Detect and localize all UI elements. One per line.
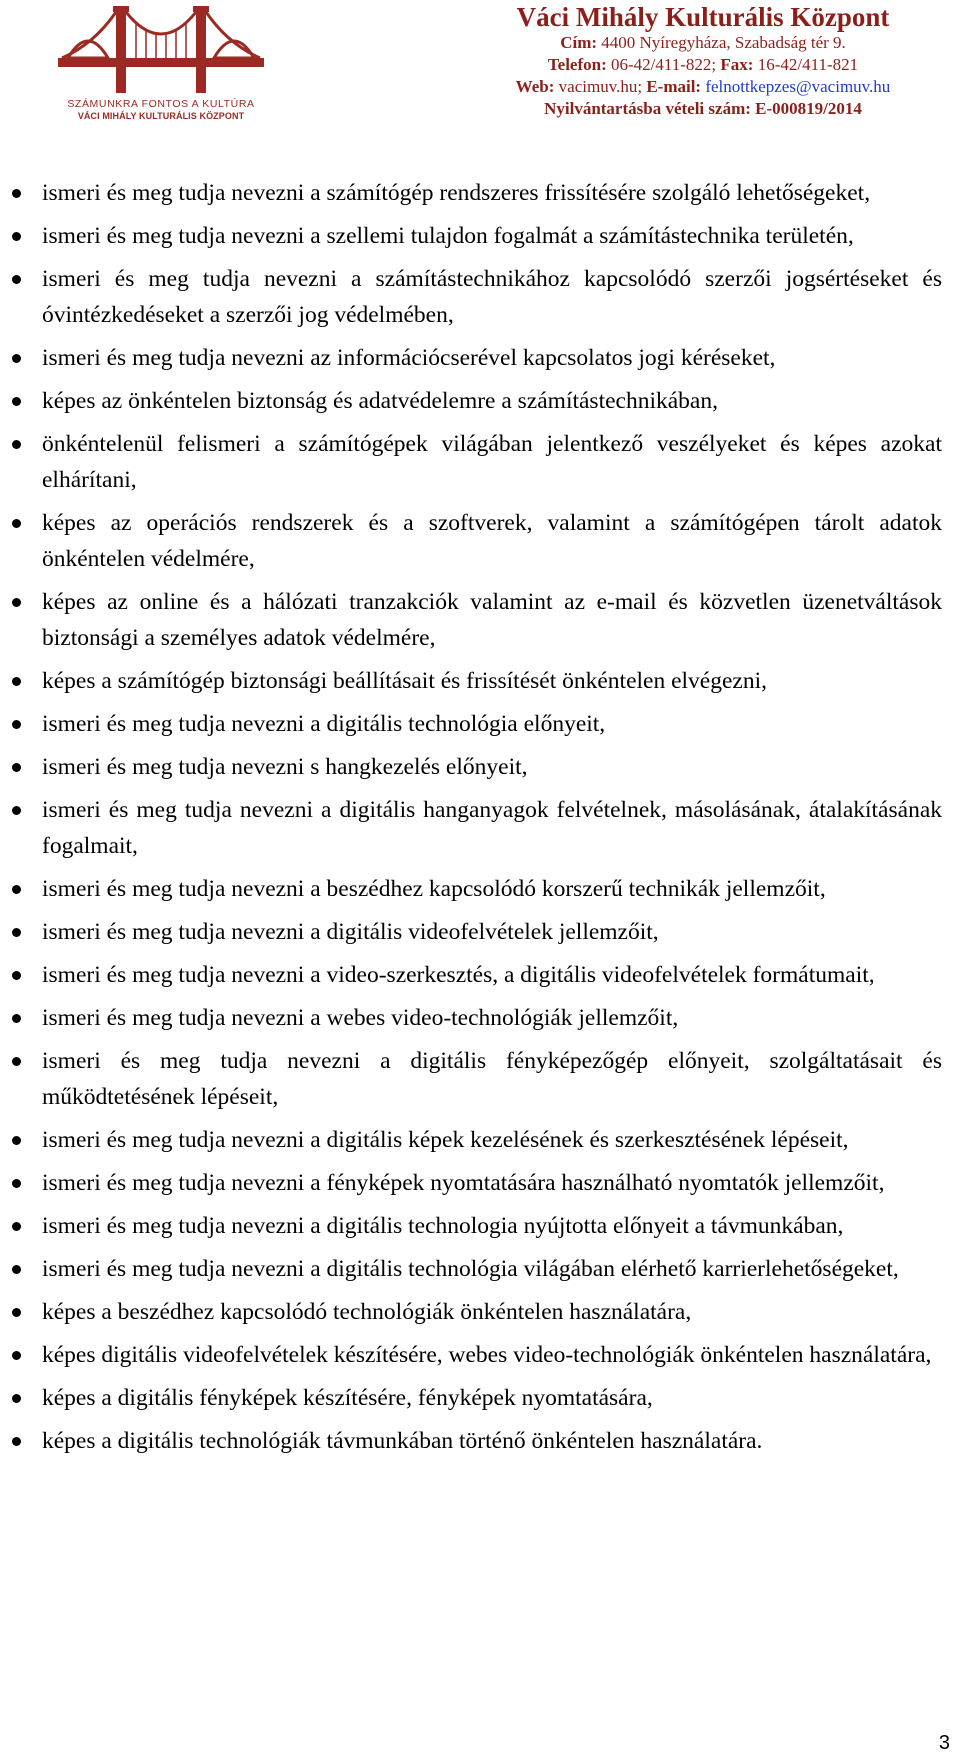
list-item [42,218,942,254]
list-item-text: ismeri és meg tudja nevezni a webes video-technológiák jellemzőit, [42,1005,679,1031]
list-item [42,792,942,864]
fax-label: Fax: [720,55,754,74]
list-item-text: önkéntelenül felismeri a számítógépek világában jelentkező veszélyeket és képes azokat elhárítani, [42,431,942,493]
address-value: 4400 Nyíregyháza, Szabadság tér 9. [601,33,846,52]
list-item [42,663,942,699]
bullet-icon [12,354,21,363]
list-item [42,1251,942,1287]
page-header [0,0,960,130]
email-label: E-mail: [646,77,702,96]
list-item [42,1380,942,1416]
bullet-icon [12,189,21,198]
list-item [42,1122,942,1158]
organization-name: Váci Mihály Kulturális Központ [516,2,890,32]
address-line [488,32,918,54]
list-item-text: ismeri és meg tudja nevezni a digitális hanganyagok felvételnek, másolásának, átalakításának fogalmait, [42,797,942,859]
bullet-icon [12,1136,21,1145]
list-item [42,261,942,333]
bullet-icon [12,763,21,772]
list-item [42,749,942,785]
web-email-line [488,76,918,98]
list-item [42,426,942,498]
list-item-text: képes az operációs rendszerek és a szoftverek, valamint a számítógépen tárolt adatok önkéntelen védelmére, [42,510,942,572]
phone-fax-line [488,54,918,76]
page-number: 3 [938,1732,950,1754]
bullet-icon [12,1351,21,1360]
bullet-icon [12,677,21,686]
list-item-text: ismeri és meg tudja nevezni az információcserével kapcsolatos jogi kéréseket, [42,345,776,371]
organization-logo [58,4,264,120]
list-item-text: képes az önkéntelen biztonság és adatvédelemre a számítástechnikában, [42,388,718,414]
list-item-text: ismeri és meg tudja nevezni a digitális képek kezelésének és szerkesztésének lépéseit, [42,1127,849,1153]
bullet-icon [12,928,21,937]
list-item-text: ismeri és meg tudja nevezni a számítástechnikához kapcsolódó szerzői jogsértéseket és óvintézkedéseket a szerzői jog védelmében, [42,266,942,328]
list-item [42,505,942,577]
bullet-icon [12,598,21,607]
bullet-icon [12,971,21,980]
address-label: Cím: [560,33,598,52]
list-item [42,706,942,742]
bullet-icon [12,1265,21,1274]
bullet-icon [12,440,21,449]
list-item [42,584,942,656]
list-item [42,914,942,950]
bullet-icon [12,1014,21,1023]
list-item-text: képes a számítógép biztonsági beállításait és frissítését önkéntelen elvégezni, [42,668,767,694]
list-item-text: ismeri és meg tudja nevezni a digitális technológia világában elérhető karrierlehetőségeket, [42,1256,899,1282]
list-item-text: ismeri és meg tudja nevezni a video-szerkesztés, a digitális videofelvételek formátumait, [42,962,875,988]
bullet-icon [12,275,21,284]
bullet-icon [12,232,21,241]
web-label: Web: [515,77,555,96]
bullet-icon [12,397,21,406]
list-item [42,1208,942,1244]
list-item-text: ismeri és meg tudja nevezni a szellemi tulajdon fogalmát a számítástechnika területén, [42,223,854,249]
list-item-text: ismeri és meg tudja nevezni a beszédhez kapcsolódó korszerű technikák jellemzőit, [42,876,826,902]
list-item [42,175,942,211]
registration-line [488,98,918,120]
bullet-icon [12,1179,21,1188]
list-item-text: ismeri és meg tudja nevezni a digitális technologia nyújtotta előnyeit a távmunkában, [42,1213,844,1239]
list-item [42,383,942,419]
bullet-icon [12,1222,21,1231]
list-item-text: ismeri és meg tudja nevezni s hangkezelés előnyeit, [42,754,528,780]
list-item-text: ismeri és meg tudja nevezni a digitális technológia előnyeit, [42,711,606,737]
list-item-text: ismeri és meg tudja nevezni a fényképek nyomtatására használható nyomtatók jellemzőit, [42,1170,885,1196]
web-link[interactable]: vacimuv.hu; [558,77,643,96]
registration-label: Nyilvántartásba vételi szám: [544,99,751,118]
list-item [42,1337,942,1373]
list-item-text: képes digitális videofelvételek készítésére, webes video-technológiák önkéntelen használatára, [42,1342,932,1368]
list-item-text: képes az online és a hálózati tranzakciók valamint az e-mail és közvetlen üzenetváltások biztonsági a személyes adatok védelmére, [42,589,942,651]
list-item-text: ismeri és meg tudja nevezni a számítógép rendszeres frissítésére szolgáló lehetőségeket, [42,180,871,206]
document-body [42,175,942,1466]
list-item-text: képes a beszédhez kapcsolódó technológiák önkéntelen használatára, [42,1299,692,1325]
bullet-icon [12,806,21,815]
list-item [42,1165,942,1201]
bullet-icon [12,1057,21,1066]
list-item [42,1294,942,1330]
logo-tagline: SZÁMUNKRA FONTOS A KULTÚRA [67,98,255,110]
list-item [42,871,942,907]
email-link[interactable]: felnottkepzes@vacimuv.hu [705,77,891,96]
bullet-icon [12,519,21,528]
registration-value: E-000819/2014 [755,99,862,118]
list-item [42,1000,942,1036]
list-item-text: ismeri és meg tudja nevezni a digitális fényképezőgép előnyeit, szolgáltatásait és működtetésének lépéseit, [42,1048,942,1110]
bridge-logo-icon [58,4,264,96]
bullet-icon [12,720,21,729]
logo-name: VÁCI MIHÁLY KULTURÁLIS KÖZPONT [77,111,245,121]
bullet-icon [12,1308,21,1317]
list-item-text: képes a digitális fényképek készítésére, fényképek nyomtatására, [42,1385,653,1411]
competency-list [42,175,942,1459]
list-item-text: képes a digitális technológiák távmunkában történő önkéntelen használatára. [42,1428,763,1454]
fax-value: 16-42/411-821 [757,55,859,74]
phone-value: 06-42/411-822; [611,55,717,74]
bullet-icon [12,1394,21,1403]
phone-label: Telefon: [547,55,607,74]
contact-block [488,2,918,120]
list-item [42,1423,942,1459]
list-item-text: ismeri és meg tudja nevezni a digitális videofelvételek jellemzőit, [42,919,659,945]
list-item [42,1043,942,1115]
list-item [42,957,942,993]
bullet-icon [12,1437,21,1446]
bullet-icon [12,885,21,894]
list-item [42,340,942,376]
